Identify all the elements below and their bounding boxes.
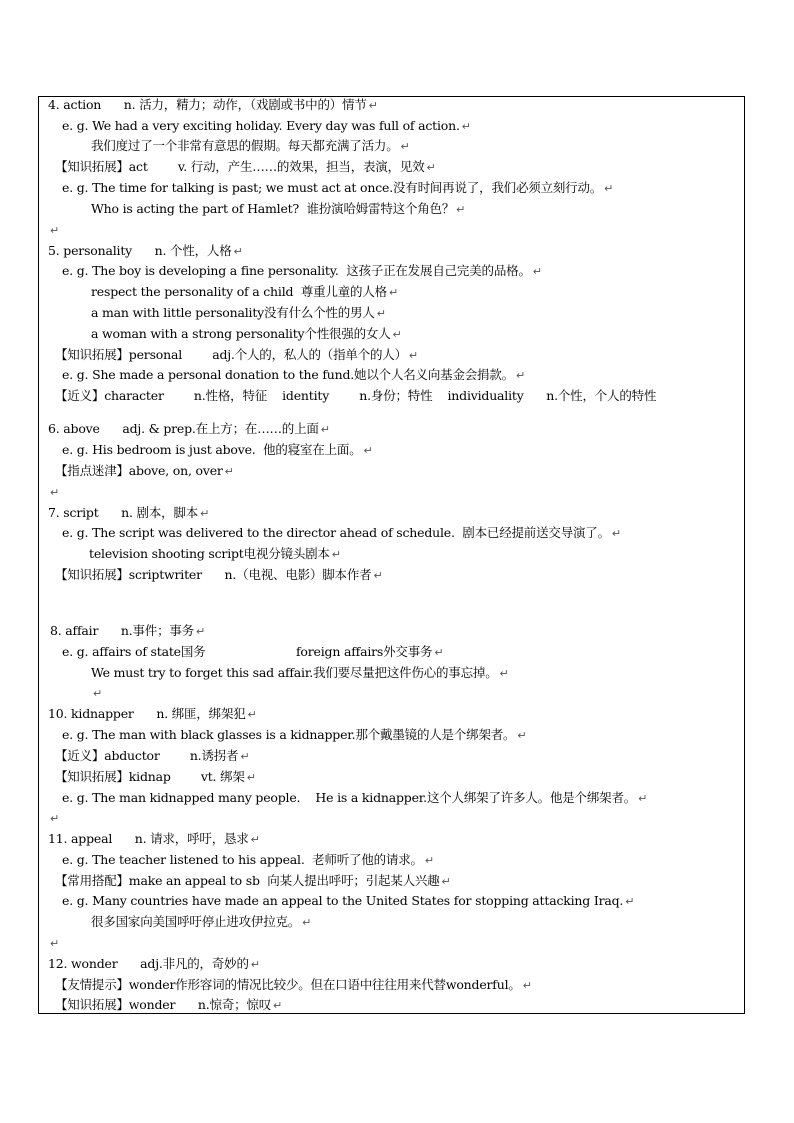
- entry-kidnapper-heading: 10. kidnapper n. 绑匪，绑架犯 ↵: [48, 706, 257, 721]
- blank-line: ↵: [50, 486, 60, 499]
- blank-line: ↵: [50, 937, 60, 950]
- synonym-line: 【近义】abductor n.诱拐者 ↵: [55, 748, 250, 763]
- example-line: Who is acting the part of Hamlet? 谁扮演哈姆雷特这个角色？ ↵: [91, 201, 466, 216]
- example-line: e. g. His bedroom is just above. 他的寝室在上面。 ↵: [62, 442, 373, 457]
- entry-action-heading: 4. action n. 活力，精力；动作，（戏剧或书中的）情节 ↵: [48, 97, 378, 112]
- blank-line: ↵: [50, 812, 60, 825]
- translation-line: 我们度过了一个非常有意思的假期。每天都充满了活力。 ↵: [91, 138, 410, 153]
- example-line: e. g. She made a personal donation to the fund.她以个人名义向基金会捐款。 ↵: [62, 367, 525, 382]
- blank-line: ↵: [50, 224, 60, 237]
- blank-line: ↵: [93, 687, 103, 700]
- example-line: e. g. Many countries have made an appeal to the United States for stopping attacking Iraq. ↵: [62, 893, 635, 908]
- example-line: respect the personality of a child 尊重儿童的人格 ↵: [91, 284, 398, 299]
- example-line: e. g. The man with black glasses is a kidnapper.那个戴墨镜的人是个绑架者。 ↵: [62, 727, 527, 742]
- example-line: e. g. We had a very exciting holiday. Every day was full of action. ↵: [62, 118, 471, 133]
- extension-line: 【知识拓展】kidnap vt. 绑架 ↵: [55, 769, 256, 784]
- example-line: e. g. The teacher listened to his appeal. 老师听了他的请求。 ↵: [62, 852, 434, 867]
- entry-wonder-heading: 12. wonder adj.非凡的，奇妙的 ↵: [48, 956, 260, 971]
- example-line: We must try to forget this sad affair.我们要尽量把这件伤心的事忘掉。 ↵: [91, 665, 509, 680]
- example-line: television shooting script电视分镜头剧本 ↵: [89, 546, 341, 561]
- example-line: e. g. affairs of state国务 foreign affairs外交事务 ↵: [62, 644, 444, 659]
- example-line: e. g. The script was delivered to the director ahead of schedule. 剧本已经提前送交导演了。 ↵: [62, 525, 621, 540]
- entry-above-heading: 6. above adj. & prep.在上方；在……的上面 ↵: [48, 421, 330, 436]
- extension-line: 【知识拓展】wonder n.惊奇；惊叹 ↵: [55, 997, 283, 1012]
- entry-appeal-heading: 11. appeal n. 请求，呼吁，恳求 ↵: [48, 831, 260, 846]
- extension-line: 【知识拓展】act v. 行动，产生……的效果，担当，表演，见效 ↵: [55, 159, 436, 174]
- entry-script-heading: 7. script n. 剧本，脚本 ↵: [48, 505, 210, 520]
- tip-line: 【友情提示】wonder作形容词的情况比较少。但在口语中往往用来代替wonderful。 ↵: [55, 977, 532, 992]
- example-line: a man with little personality没有什么个性的男人 ↵: [91, 305, 386, 320]
- example-line: e. g. The man kidnapped many people. He is a kidnapper.这个人绑架了许多人。他是个绑架者。 ↵: [62, 790, 648, 805]
- entry-affair-heading: 8. affair n.事件；事务 ↵: [50, 623, 206, 638]
- extension-line: 【知识拓展】personal adj.个人的，私人的（指单个的人） ↵: [55, 347, 418, 362]
- collocation-line: 【常用搭配】make an appeal to sb 向某人提出呼吁；引起某人兴趣 ↵: [55, 873, 451, 888]
- entry-personality-heading: 5. personality n. 个性，人格 ↵: [48, 243, 243, 258]
- tip-line: 【指点迷津】above, on, over ↵: [55, 463, 234, 478]
- example-line: e. g. The time for talking is past; we must act at once.没有时间再说了，我们必须立刻行动。 ↵: [62, 180, 614, 195]
- extension-line: 【知识拓展】scriptwriter n.（电视、电影）脚本作者 ↵: [55, 567, 383, 582]
- example-line: e. g. The boy is developing a fine personality. 这孩子正在发展自己完美的品格。 ↵: [62, 263, 542, 278]
- translation-line: 很多国家向美国呼吁停止进攻伊拉克。 ↵: [91, 914, 312, 929]
- example-line: a woman with a strong personality个性很强的女人 ↵: [91, 326, 402, 341]
- synonym-line: 【近义】character n.性格，特征 identity n.身份；特性 individuality n.个性，个人的特性: [55, 388, 657, 403]
